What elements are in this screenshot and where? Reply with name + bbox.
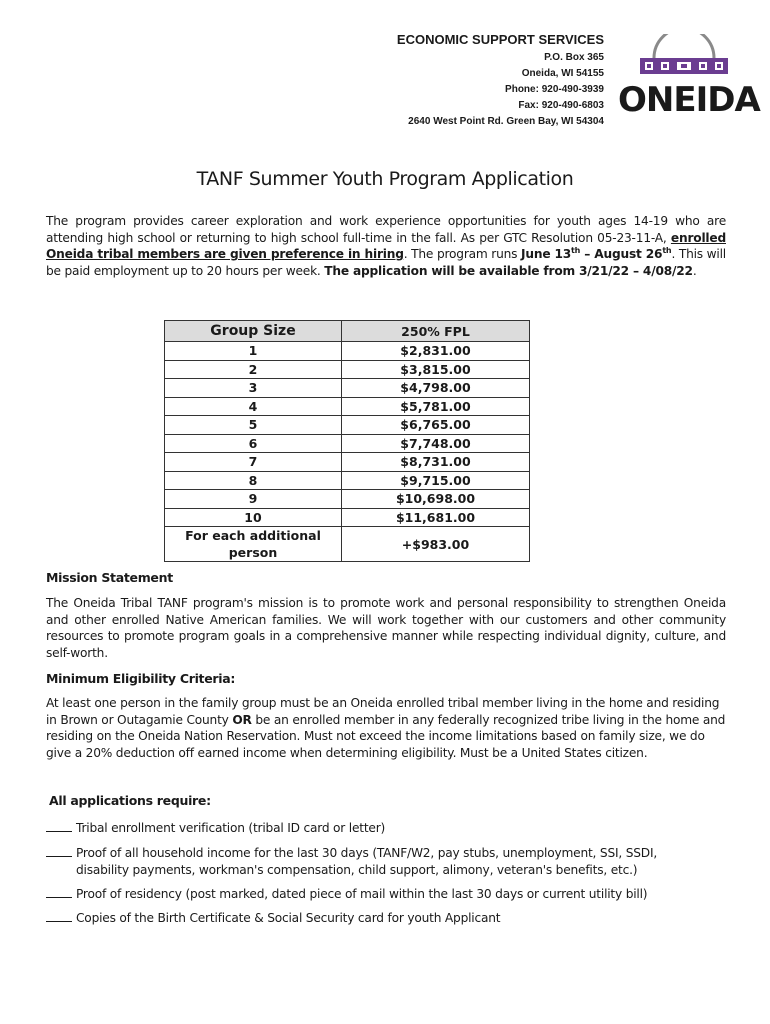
checkbox-blank[interactable] <box>46 821 72 832</box>
table-row <box>165 490 530 509</box>
table-row <box>165 360 530 379</box>
group-size-cell: 8 <box>165 471 342 490</box>
eligibility-body: At least one person in the family group must be an Oneida enrolled tribal member living in the home and residing in Brown or Outagamie County OR be an enrolled member in any federally recognized tribe living in the home and residing on the Oneida Nation Reservation. Must not exceed the income limitations based on family size, we do give a 20% deduction off earned income when determining eligibility. Must be a United States citizen. <box>46 696 726 760</box>
checkbox-blank[interactable] <box>46 911 72 922</box>
fpl-table <box>164 320 530 562</box>
preference-note: enrolled Oneida tribal members are given preference in hiring <box>46 230 726 261</box>
fpl-cell: $11,681.00 <box>342 508 530 527</box>
logo-emblem-icon <box>618 34 750 84</box>
table-row <box>165 434 530 453</box>
fpl-cell: $4,798.00 <box>342 379 530 398</box>
fpl-cell: $3,815.00 <box>342 360 530 379</box>
group-size-cell: For each additional person <box>165 527 342 562</box>
oneida-logo <box>618 34 760 120</box>
group-size-cell: 1 <box>165 342 342 361</box>
table-row <box>165 342 530 361</box>
fpl-cell: $10,698.00 <box>342 490 530 509</box>
intro-paragraph: The program provides career exploration and work experience opportunities for youth ages 14-19 who are attending high school or returning to high school full-time in the fall. As per GTC Resolution 05-23-11-A, enrolled Oneida tribal members are given preference in hiring. The program runs June 13th – August 26th. This will be paid employment up to 20 hours per week. The application will be available from 3/21/22 – 4/08/22. <box>46 214 726 278</box>
intro-text-1: The program provides career exploration and work experience opportunities for youth ages 14-19 who are attending high school or returning to high school full-time in the fall. As per GTC Resolution 05-23-11-A, <box>46 214 726 245</box>
availability-note: The application will be available from 3/21/22 – 4/08/22 <box>324 263 693 278</box>
table-row <box>165 508 530 527</box>
phone-line: Phone: 920-490-3939 <box>505 84 604 95</box>
eligibility-heading: Minimum Eligibility Criteria: <box>46 671 236 686</box>
intro-text-2: . The program runs <box>403 247 522 261</box>
requirements-heading: All applications require: <box>49 793 211 808</box>
table-row <box>165 397 530 416</box>
group-size-cell: 2 <box>165 360 342 379</box>
group-size-header: Group Size <box>165 321 342 342</box>
checkbox-blank[interactable] <box>46 846 72 857</box>
fpl-header: 250% FPL <box>342 321 530 342</box>
address-block <box>397 30 604 130</box>
table-row <box>165 453 530 472</box>
fax-line: Fax: 920-490-6803 <box>518 100 604 111</box>
requirement-item: Copies of the Birth Certificate & Social Security card for youth Applicant <box>46 910 726 927</box>
checkbox-blank[interactable] <box>46 887 72 898</box>
mission-body: The Oneida Tribal TANF program's mission is to promote work and personal responsibility to strengthen Oneida and other enrolled Native American families. We will work together with our customers and other community resources to promote program goals in a comprehensive manner while respecting individual dignity, culture, and self-worth. <box>46 596 726 660</box>
fpl-cell: +$983.00 <box>342 527 530 562</box>
po-box: P.O. Box 365 <box>544 52 604 63</box>
fpl-cell: $2,831.00 <box>342 342 530 361</box>
intro-text-3: . This will be paid employment up to 20 hours per week. <box>46 247 726 278</box>
table-row <box>165 527 530 562</box>
logo-wordmark: ONEIDA <box>618 80 760 120</box>
group-size-cell: 9 <box>165 490 342 509</box>
group-size-cell: 4 <box>165 397 342 416</box>
requirement-item: Tribal enrollment verification (tribal ID card or letter) <box>46 820 726 837</box>
fpl-cell: $6,765.00 <box>342 416 530 435</box>
group-size-cell: 6 <box>165 434 342 453</box>
street-line: 2640 West Point Rd. Green Bay, WI 54304 <box>408 116 604 127</box>
group-size-cell: 10 <box>165 508 342 527</box>
requirement-item: Proof of residency (post marked, dated piece of mail within the last 30 days or current utility bill) <box>46 886 726 903</box>
fpl-cell: $7,748.00 <box>342 434 530 453</box>
fpl-cell: $8,731.00 <box>342 453 530 472</box>
group-size-cell: 3 <box>165 379 342 398</box>
table-row <box>165 471 530 490</box>
page-title: TANF Summer Youth Program Application <box>196 168 574 190</box>
or-emphasis: OR <box>232 712 252 727</box>
fpl-cell: $5,781.00 <box>342 397 530 416</box>
requirement-item: Proof of all household income for the last 30 days (TANF/W2, pay stubs, unemployment, SSI, SSDI, disability payments, workman's compensation, child support, alimony, veteran's benefits, etc.) <box>46 845 726 878</box>
table-header-row <box>165 321 530 342</box>
city-line: Oneida, WI 54155 <box>521 68 604 79</box>
org-name: ECONOMIC SUPPORT SERVICES <box>396 32 604 47</box>
program-dates: June 13th – August 26th <box>521 245 672 261</box>
table-row <box>165 379 530 398</box>
group-size-cell: 5 <box>165 416 342 435</box>
fpl-cell: $9,715.00 <box>342 471 530 490</box>
table-row <box>165 416 530 435</box>
group-size-cell: 7 <box>165 453 342 472</box>
mission-heading: Mission Statement <box>46 570 173 585</box>
